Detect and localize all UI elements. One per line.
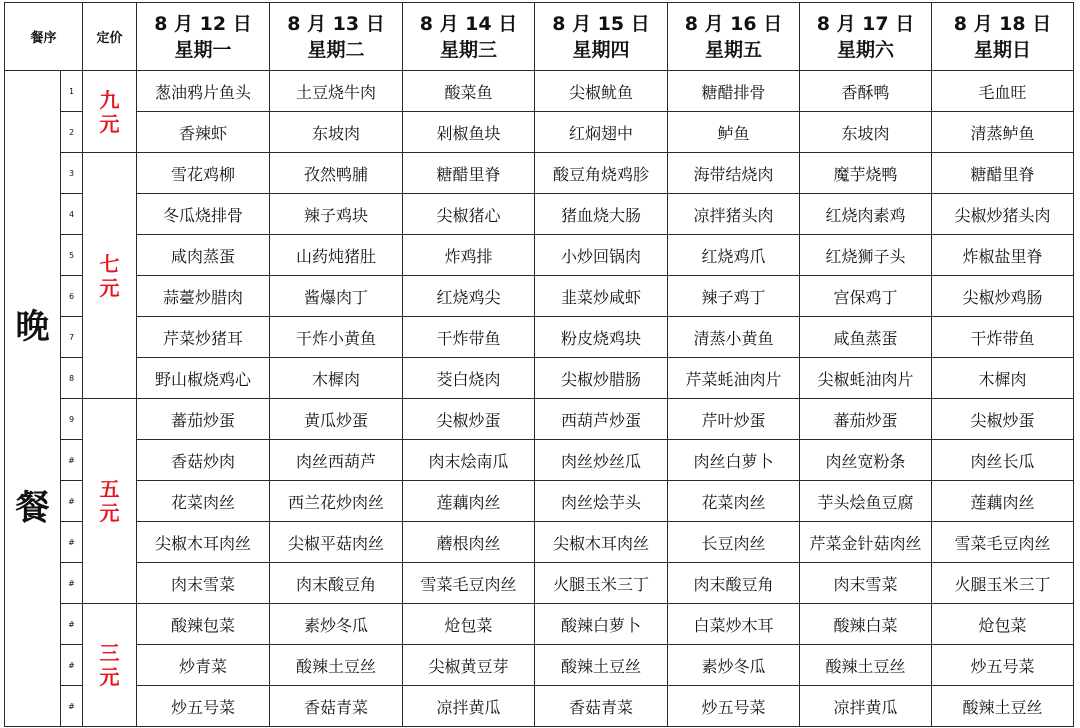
row-index: # xyxy=(61,481,83,522)
table-row xyxy=(5,645,1074,686)
dish-cell: 海带结烧肉 xyxy=(668,153,800,194)
price-label xyxy=(83,153,137,399)
header-row xyxy=(5,3,1074,71)
dish-cell: 红焖翅中 xyxy=(535,112,668,153)
dish-cell: 酸菜鱼 xyxy=(403,71,535,112)
dish-cell: 小炒回锅肉 xyxy=(535,235,668,276)
dish-cell: 干炸带鱼 xyxy=(403,317,535,358)
row-index: 5 xyxy=(61,235,83,276)
dish-cell: 肉丝白萝卜 xyxy=(668,440,800,481)
dish-cell: 炝包菜 xyxy=(932,604,1074,645)
dish-cell: 素炒冬瓜 xyxy=(668,645,800,686)
dish-cell: 酸辣白菜 xyxy=(800,604,932,645)
dish-cell: 香辣虾 xyxy=(137,112,270,153)
row-index: 6 xyxy=(61,276,83,317)
dish-cell: 尖椒炒猪头肉 xyxy=(932,194,1074,235)
dish-cell: 红烧狮子头 xyxy=(800,235,932,276)
dish-cell: 雪菜毛豆肉丝 xyxy=(932,522,1074,563)
day-weekday: 星期一 xyxy=(174,38,232,61)
table-row xyxy=(5,399,1074,440)
dish-cell: 黄瓜炒蛋 xyxy=(270,399,403,440)
dish-cell: 香菇青菜 xyxy=(270,686,403,727)
dish-cell: 冬瓜烧排骨 xyxy=(137,194,270,235)
price-char: 七 xyxy=(99,251,120,276)
price-char: 三 xyxy=(99,641,120,665)
dish-cell: 蘑根肉丝 xyxy=(403,522,535,563)
dish-cell: 干炸小黄鱼 xyxy=(270,317,403,358)
price-char: 元 xyxy=(99,501,120,525)
row-index: # xyxy=(61,645,83,686)
day-header xyxy=(270,3,403,71)
day-weekday: 星期五 xyxy=(704,38,762,61)
dish-cell: 东坡肉 xyxy=(800,112,932,153)
meal-char: 餐 xyxy=(15,487,50,528)
row-index: 8 xyxy=(61,358,83,399)
table-row xyxy=(5,440,1074,481)
dish-cell: 肉末雪菜 xyxy=(137,563,270,604)
table-row xyxy=(5,317,1074,358)
dish-cell: 东坡肉 xyxy=(270,112,403,153)
dish-cell: 西葫芦炒蛋 xyxy=(535,399,668,440)
day-header xyxy=(668,3,800,71)
dish-cell: 酸辣土豆丝 xyxy=(800,645,932,686)
dish-cell: 蒜薹炒腊肉 xyxy=(137,276,270,317)
dish-cell: 炒五号菜 xyxy=(668,686,800,727)
dish-cell: 芹叶炒蛋 xyxy=(668,399,800,440)
dish-cell: 葱油鸦片鱼头 xyxy=(137,71,270,112)
dish-cell: 芹菜炒猪耳 xyxy=(137,317,270,358)
dish-cell: 炝包菜 xyxy=(403,604,535,645)
dish-cell: 肉丝西葫芦 xyxy=(270,440,403,481)
dish-cell: 酸辣土豆丝 xyxy=(932,686,1074,727)
table-row xyxy=(5,686,1074,727)
price-char: 元 xyxy=(99,275,120,300)
dish-cell: 尖椒木耳肉丝 xyxy=(137,522,270,563)
day-date: 8 月 12 日 xyxy=(154,12,252,35)
dish-cell: 糖醋里脊 xyxy=(932,153,1074,194)
table-row xyxy=(5,71,1074,112)
day-date: 8 月 18 日 xyxy=(953,12,1052,35)
dish-cell: 蕃茄炒蛋 xyxy=(800,399,932,440)
dish-cell: 尖椒炒蛋 xyxy=(403,399,535,440)
price-char: 五 xyxy=(99,477,120,501)
dish-cell: 咸鱼蒸蛋 xyxy=(800,317,932,358)
dish-cell: 酸豆角烧鸡胗 xyxy=(535,153,668,194)
dish-cell: 尖椒猪心 xyxy=(403,194,535,235)
day-header xyxy=(932,3,1074,71)
dish-cell: 孜然鸭脯 xyxy=(270,153,403,194)
dish-cell: 粉皮烧鸡块 xyxy=(535,317,668,358)
day-header xyxy=(800,3,932,71)
day-date: 8 月 16 日 xyxy=(684,12,783,35)
dish-cell: 尖椒炒蛋 xyxy=(932,399,1074,440)
table-row xyxy=(5,604,1074,645)
day-date: 8 月 13 日 xyxy=(287,12,385,35)
table-row xyxy=(5,235,1074,276)
dish-cell: 尖椒炒腊肠 xyxy=(535,358,668,399)
dish-cell: 野山椒烧鸡心 xyxy=(137,358,270,399)
table-row xyxy=(5,276,1074,317)
day-weekday: 星期六 xyxy=(836,38,894,61)
row-index: # xyxy=(61,686,83,727)
table-row xyxy=(5,153,1074,194)
dish-cell: 香菇炒肉 xyxy=(137,440,270,481)
dish-cell: 白菜炒木耳 xyxy=(668,604,800,645)
table-row xyxy=(5,358,1074,399)
dish-cell: 土豆烧牛肉 xyxy=(270,71,403,112)
dish-cell: 山药炖猪肚 xyxy=(270,235,403,276)
dish-cell: 肉丝炒丝瓜 xyxy=(535,440,668,481)
dish-cell: 尖椒黄豆芽 xyxy=(403,645,535,686)
day-header xyxy=(535,3,668,71)
dish-cell: 酸辣包菜 xyxy=(137,604,270,645)
dish-cell: 咸肉蒸蛋 xyxy=(137,235,270,276)
dish-cell: 猪血烧大肠 xyxy=(535,194,668,235)
dish-cell: 肉丝烩芋头 xyxy=(535,481,668,522)
dish-cell: 炒青菜 xyxy=(137,645,270,686)
row-index: # xyxy=(61,440,83,481)
dish-cell: 花菜肉丝 xyxy=(668,481,800,522)
price-header: 定价 xyxy=(83,3,137,71)
row-index: 3 xyxy=(61,153,83,194)
row-index: # xyxy=(61,563,83,604)
table-row xyxy=(5,112,1074,153)
dish-cell: 雪花鸡柳 xyxy=(137,153,270,194)
dish-cell: 糖醋排骨 xyxy=(668,71,800,112)
dish-cell: 凉拌黄瓜 xyxy=(800,686,932,727)
dish-cell: 炒五号菜 xyxy=(137,686,270,727)
row-index: # xyxy=(61,522,83,563)
dish-cell: 芹菜蚝油肉片 xyxy=(668,358,800,399)
meal-char: 晚 xyxy=(15,306,50,347)
day-weekday: 星期日 xyxy=(973,38,1031,61)
dish-cell: 花菜肉丝 xyxy=(137,481,270,522)
dish-cell: 糖醋里脊 xyxy=(403,153,535,194)
dish-cell: 酸辣土豆丝 xyxy=(535,645,668,686)
dish-cell: 干炸带鱼 xyxy=(932,317,1074,358)
meal-label xyxy=(5,71,61,727)
dish-cell: 西兰花炒肉丝 xyxy=(270,481,403,522)
dish-cell: 火腿玉米三丁 xyxy=(535,563,668,604)
dish-cell: 凉拌猪头肉 xyxy=(668,194,800,235)
dish-cell: 芹菜金针菇肉丝 xyxy=(800,522,932,563)
dish-cell: 肉丝长瓜 xyxy=(932,440,1074,481)
dish-cell: 雪菜毛豆肉丝 xyxy=(403,563,535,604)
dish-cell: 剁椒鱼块 xyxy=(403,112,535,153)
dish-cell: 尖椒木耳肉丝 xyxy=(535,522,668,563)
dish-cell: 韭菜炒咸虾 xyxy=(535,276,668,317)
price-label xyxy=(83,604,137,727)
dish-cell: 莲藕肉丝 xyxy=(932,481,1074,522)
dish-cell: 酱爆肉丁 xyxy=(270,276,403,317)
table-row xyxy=(5,563,1074,604)
dish-cell: 长豆肉丝 xyxy=(668,522,800,563)
dish-cell: 肉末酸豆角 xyxy=(270,563,403,604)
day-weekday: 星期三 xyxy=(439,38,497,61)
row-index: 9 xyxy=(61,399,83,440)
dish-cell: 炒五号菜 xyxy=(932,645,1074,686)
dish-cell: 红烧肉素鸡 xyxy=(800,194,932,235)
row-index: 1 xyxy=(61,71,83,112)
table-row xyxy=(5,481,1074,522)
day-date: 8 月 17 日 xyxy=(816,12,915,35)
table-row xyxy=(5,522,1074,563)
dish-cell: 素炒冬瓜 xyxy=(270,604,403,645)
dish-cell: 酸辣白萝卜 xyxy=(535,604,668,645)
dish-cell: 凉拌黄瓜 xyxy=(403,686,535,727)
price-label xyxy=(83,399,137,604)
dish-cell: 宫保鸡丁 xyxy=(800,276,932,317)
row-index: 2 xyxy=(61,112,83,153)
meal-order-header: 餐序 xyxy=(5,3,83,71)
dish-cell: 鲈鱼 xyxy=(668,112,800,153)
dish-cell: 火腿玉米三丁 xyxy=(932,563,1074,604)
dish-cell: 辣子鸡丁 xyxy=(668,276,800,317)
day-header xyxy=(403,3,535,71)
dish-cell: 红烧鸡尖 xyxy=(403,276,535,317)
dish-cell: 尖椒平菇肉丝 xyxy=(270,522,403,563)
dish-cell: 毛血旺 xyxy=(932,71,1074,112)
row-index: 4 xyxy=(61,194,83,235)
dish-cell: 木樨肉 xyxy=(270,358,403,399)
dish-cell: 炸鸡排 xyxy=(403,235,535,276)
menu-table xyxy=(4,2,1074,727)
dish-cell: 木樨肉 xyxy=(932,358,1074,399)
dish-cell: 红烧鸡爪 xyxy=(668,235,800,276)
dish-cell: 辣子鸡块 xyxy=(270,194,403,235)
dish-cell: 清蒸鲈鱼 xyxy=(932,112,1074,153)
dish-cell: 茭白烧肉 xyxy=(403,358,535,399)
dish-cell: 尖椒蚝油肉片 xyxy=(800,358,932,399)
dish-cell: 香菇青菜 xyxy=(535,686,668,727)
dish-cell: 尖椒鱿鱼 xyxy=(535,71,668,112)
price-char: 元 xyxy=(99,111,120,136)
day-weekday: 星期二 xyxy=(307,38,365,61)
dish-cell: 芋头烩鱼豆腐 xyxy=(800,481,932,522)
day-header xyxy=(137,3,270,71)
price-char: 九 xyxy=(99,87,120,112)
dish-cell: 尖椒炒鸡肠 xyxy=(932,276,1074,317)
day-date: 8 月 15 日 xyxy=(552,12,650,35)
dish-cell: 蕃茄炒蛋 xyxy=(137,399,270,440)
dish-cell: 莲藕肉丝 xyxy=(403,481,535,522)
dish-cell: 肉末雪菜 xyxy=(800,563,932,604)
dish-cell: 清蒸小黄鱼 xyxy=(668,317,800,358)
day-date: 8 月 14 日 xyxy=(419,12,518,35)
price-label xyxy=(83,71,137,153)
row-index: 7 xyxy=(61,317,83,358)
dish-cell: 肉丝宽粉条 xyxy=(800,440,932,481)
dish-cell: 酸辣土豆丝 xyxy=(270,645,403,686)
row-index: # xyxy=(61,604,83,645)
dish-cell: 炸椒盐里脊 xyxy=(932,235,1074,276)
dish-cell: 魔芋烧鸭 xyxy=(800,153,932,194)
day-weekday: 星期四 xyxy=(572,38,630,61)
table-row xyxy=(5,194,1074,235)
price-char: 元 xyxy=(99,665,120,689)
dish-cell: 香酥鸭 xyxy=(800,71,932,112)
dish-cell: 肉末烩南瓜 xyxy=(403,440,535,481)
dish-cell: 肉末酸豆角 xyxy=(668,563,800,604)
